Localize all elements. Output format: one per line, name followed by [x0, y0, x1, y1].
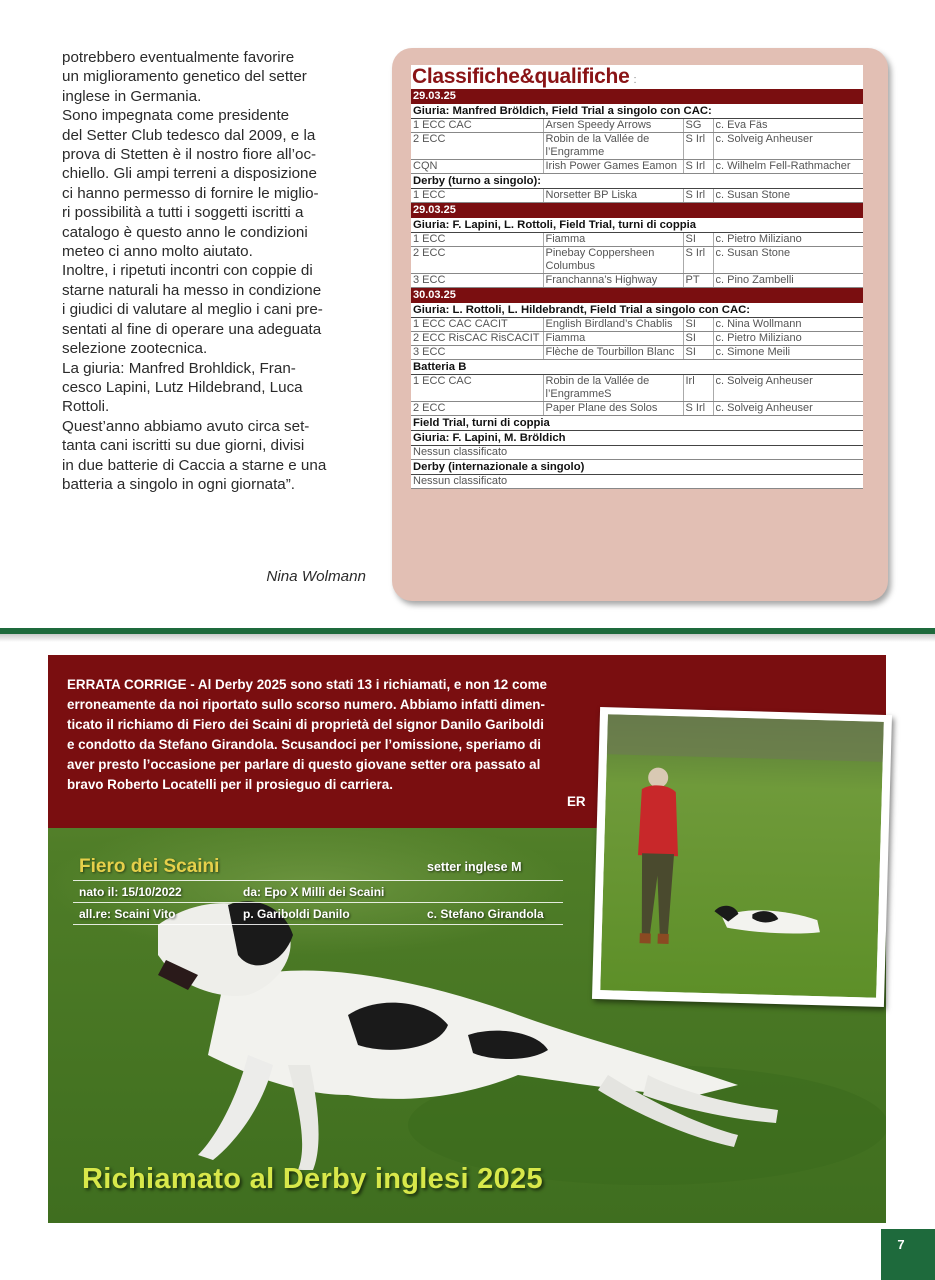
- results-table: [411, 89, 863, 489]
- result-qualification: 2 ECC: [411, 247, 543, 274]
- errata-line: erroneamente da noi riportato sullo scorso numero. Abbiamo infatti dimen-: [67, 697, 545, 712]
- result-qualification: 1 ECC CAC CACIT: [411, 318, 543, 332]
- result-breed: SI: [683, 332, 713, 346]
- body-text-line: chiello. Gli ampi terreni a disposizione: [62, 165, 317, 183]
- result-date-row: [411, 203, 863, 219]
- errata-text: [67, 675, 605, 795]
- result-row: [411, 346, 863, 360]
- result-jury-row-text: Derby (turno a singolo):: [411, 174, 863, 189]
- result-jury-row: [411, 218, 863, 233]
- result-row: [411, 133, 863, 160]
- result-breed: Irl: [683, 375, 713, 402]
- result-dog-name: Paper Plane des Solos: [543, 402, 683, 416]
- body-text-line: in due batterie di Caccia a starne e una: [62, 456, 327, 474]
- result-row: [411, 332, 863, 346]
- results-title-colon: :: [633, 74, 637, 86]
- result-jury-row: [411, 104, 863, 119]
- dog-name: Fiero dei Scaini: [79, 856, 220, 877]
- result-handler: c. Solveig Anheuser: [713, 402, 863, 416]
- body-text-line: batteria a singolo in ogni giornata”.: [62, 475, 296, 493]
- body-text-line: Inoltre, i ripetuti incontri con coppie di: [62, 262, 313, 280]
- result-jury-row-text: Giuria: F. Lapini, M. Bröldich: [411, 431, 863, 446]
- dog-owner: p. Gariboldi Danilo: [243, 907, 350, 921]
- body-text-line: un miglioramento genetico del setter: [62, 68, 307, 86]
- result-breed: S Irl: [683, 247, 713, 274]
- result-qualification: 2 ECC RisCAC RisCACIT: [411, 332, 543, 346]
- body-text-line: meteo ci anno molto aiutato.: [62, 243, 253, 261]
- body-text-line: catalogo è questo anno le condizioni: [62, 223, 308, 241]
- body-text-line: inglese in Germania.: [62, 87, 202, 105]
- result-handler: c. Wilhelm Fell-Rathmacher: [713, 160, 863, 174]
- result-date-row-text: 29.03.25: [411, 89, 863, 104]
- result-date-row: [411, 288, 863, 304]
- dog-handler: c. Stefano Girandola: [427, 907, 544, 921]
- result-jury-row-text: Batteria B: [411, 360, 863, 375]
- result-none-row: [411, 475, 863, 489]
- body-text-line: La giuria: Manfred Brohldick, Fran-: [62, 359, 296, 377]
- result-breed: S Irl: [683, 189, 713, 203]
- result-dog-name: Pinebay Coppersheen Columbus: [543, 247, 683, 274]
- result-none-row-text: Nessun classificato: [411, 475, 863, 489]
- dog-info-divider: [73, 880, 563, 881]
- photo-caption: Richiamato al Derby inglesi 2025: [82, 1163, 543, 1195]
- result-row: [411, 375, 863, 402]
- result-qualification: 2 ECC: [411, 133, 543, 160]
- result-jury-row-text: Derby (internazionale a singolo): [411, 460, 863, 475]
- page-number-badge: [881, 1229, 935, 1280]
- result-jury-row: [411, 416, 863, 431]
- body-text-line: del Setter Club tedesco dal 2009, e la: [62, 126, 316, 144]
- result-row: [411, 189, 863, 203]
- errata-line: bravo Roberto Locatelli per il prosieguo di carriera.: [67, 777, 393, 792]
- result-breed: PT: [683, 274, 713, 288]
- result-breed: S Irl: [683, 402, 713, 416]
- body-text-line: i giudici di valutare al meglio i cani pre-: [62, 301, 323, 319]
- results-title-text: Classifiche&qualifiche: [412, 65, 630, 88]
- result-handler: c. Pietro Miliziano: [713, 233, 863, 247]
- errata-line: ticato il richiamo di Fiero dei Scaini di proprietà del signor Danilo Gariboldi: [67, 717, 544, 732]
- result-qualification: CQN: [411, 160, 543, 174]
- result-jury-row: [411, 360, 863, 375]
- result-qualification: 3 ECC: [411, 274, 543, 288]
- result-row: [411, 247, 863, 274]
- inset-photo-frame: [592, 707, 892, 1007]
- result-breed: S Irl: [683, 160, 713, 174]
- result-handler: c. Eva Fäs: [713, 119, 863, 133]
- result-jury-row: [411, 431, 863, 446]
- result-dog-name: Fiamma: [543, 233, 683, 247]
- results-title: [411, 65, 863, 89]
- result-dog-name: Flèche de Tourbillon Blanc: [543, 346, 683, 360]
- result-qualification: 1 ECC: [411, 233, 543, 247]
- body-text-line: starne naturali ha messo in condizione: [62, 281, 322, 299]
- result-date-row: [411, 89, 863, 104]
- result-handler: c. Solveig Anheuser: [713, 375, 863, 402]
- result-qualification: 1 ECC CAC: [411, 375, 543, 402]
- result-row: [411, 233, 863, 247]
- body-text-line: sentati al fine di operare una adeguata: [62, 320, 322, 338]
- result-breed: SI: [683, 318, 713, 332]
- result-jury-row: [411, 303, 863, 318]
- errata-line: e condotto da Stefano Girandola. Scusandoci per l’omissione, speriamo di: [67, 737, 541, 752]
- result-row: [411, 274, 863, 288]
- body-text-line: ci hanno permesso di fornire le miglio-: [62, 184, 319, 202]
- result-date-row-text: 29.03.25: [411, 203, 863, 219]
- article-body-text: [62, 48, 372, 494]
- result-dog-name: Robin de la Vallée de l’EngrammeS: [543, 375, 683, 402]
- result-handler: c. Pino Zambelli: [713, 274, 863, 288]
- results-table-container: [411, 65, 863, 489]
- body-text-line: potrebbero eventualmente favorire: [62, 49, 295, 66]
- body-text-line: tanta cani iscritti su due giorni, divisi: [62, 437, 305, 455]
- result-breed: SI: [683, 233, 713, 247]
- result-handler: c. Pietro Miliziano: [713, 332, 863, 346]
- dog-birth-date: nato il: 15/10/2022: [79, 885, 182, 899]
- result-row: [411, 119, 863, 133]
- result-dog-name: Norsetter BP Liska: [543, 189, 683, 203]
- result-dog-name: Fiamma: [543, 332, 683, 346]
- body-text-line: Quest’anno abbiamo avuto circa set-: [62, 417, 310, 435]
- result-handler: c. Nina Wollmann: [713, 318, 863, 332]
- dog-info-divider: [73, 924, 563, 925]
- dog-info-divider: [73, 902, 563, 903]
- result-breed: S Irl: [683, 133, 713, 160]
- result-qualification: 2 ECC: [411, 402, 543, 416]
- body-text-line: selezione zootecnica.: [62, 340, 208, 358]
- result-qualification: 1 ECC CAC: [411, 119, 543, 133]
- result-dog-name: Irish Power Games Eamon: [543, 160, 683, 174]
- result-handler: c. Susan Stone: [713, 247, 863, 274]
- result-breed: SG: [683, 119, 713, 133]
- result-none-row-text: Nessun classificato: [411, 446, 863, 460]
- results-box: [392, 48, 888, 601]
- dog-breed: setter inglese M: [427, 860, 522, 874]
- result-row: [411, 318, 863, 332]
- result-jury-row-text: Field Trial, turni di coppia: [411, 416, 863, 431]
- result-jury-row-text: Giuria: L. Rottoli, L. Hildebrandt, Field Trial a singolo con CAC:: [411, 303, 863, 318]
- divider-shadow: [0, 634, 935, 642]
- body-text-line: ri possibilità a tutti i soggetti iscritti a: [62, 204, 304, 222]
- result-handler: c. Solveig Anheuser: [713, 133, 863, 160]
- result-jury-row-text: Giuria: F. Lapini, L. Rottoli, Field Trial, turni di coppia: [411, 218, 863, 233]
- result-dog-name: Robin de la Vallée de l’Engramme: [543, 133, 683, 160]
- result-row: [411, 402, 863, 416]
- errata-signature: ER: [567, 794, 586, 809]
- result-none-row: [411, 446, 863, 460]
- body-text-line: Rottoli.: [62, 398, 110, 416]
- result-dog-name: English Birdland’s Chablis: [543, 318, 683, 332]
- errata-line: ERRATA CORRIGE - Al Derby 2025 sono stati 13 i richiamati, e non 12 come: [67, 677, 547, 692]
- result-handler: c. Simone Meili: [713, 346, 863, 360]
- page-number: 7: [897, 1237, 905, 1252]
- result-date-row-text: 30.03.25: [411, 288, 863, 304]
- body-text-line: Sono impegnata come presidente: [62, 107, 290, 125]
- result-jury-row: [411, 460, 863, 475]
- result-qualification: 3 ECC: [411, 346, 543, 360]
- author-signature: Nina Wolmann: [266, 568, 366, 585]
- result-dog-name: Franchanna’s Highway: [543, 274, 683, 288]
- result-dog-name: Arsen Speedy Arrows: [543, 119, 683, 133]
- result-handler: c. Susan Stone: [713, 189, 863, 203]
- errata-line: aver presto l’occasione per parlare di questo giovane setter ora passato al: [67, 757, 541, 772]
- result-jury-row-text: Giuria: Manfred Bröldich, Field Trial a singolo con CAC:: [411, 104, 863, 119]
- result-row: [411, 160, 863, 174]
- body-text-line: cesco Lapini, Lutz Hildebrand, Luca: [62, 378, 303, 396]
- dog-parents: da: Epo X Milli dei Scaini: [243, 885, 385, 899]
- dog-breeder: all.re: Scaini Vito: [79, 907, 176, 921]
- body-text-line: prova di Stetten è il nostro fiore all’oc-: [62, 146, 317, 164]
- result-breed: SI: [683, 346, 713, 360]
- handler-with-setter-photo: [600, 714, 884, 998]
- result-qualification: 1 ECC: [411, 189, 543, 203]
- result-jury-row: [411, 174, 863, 189]
